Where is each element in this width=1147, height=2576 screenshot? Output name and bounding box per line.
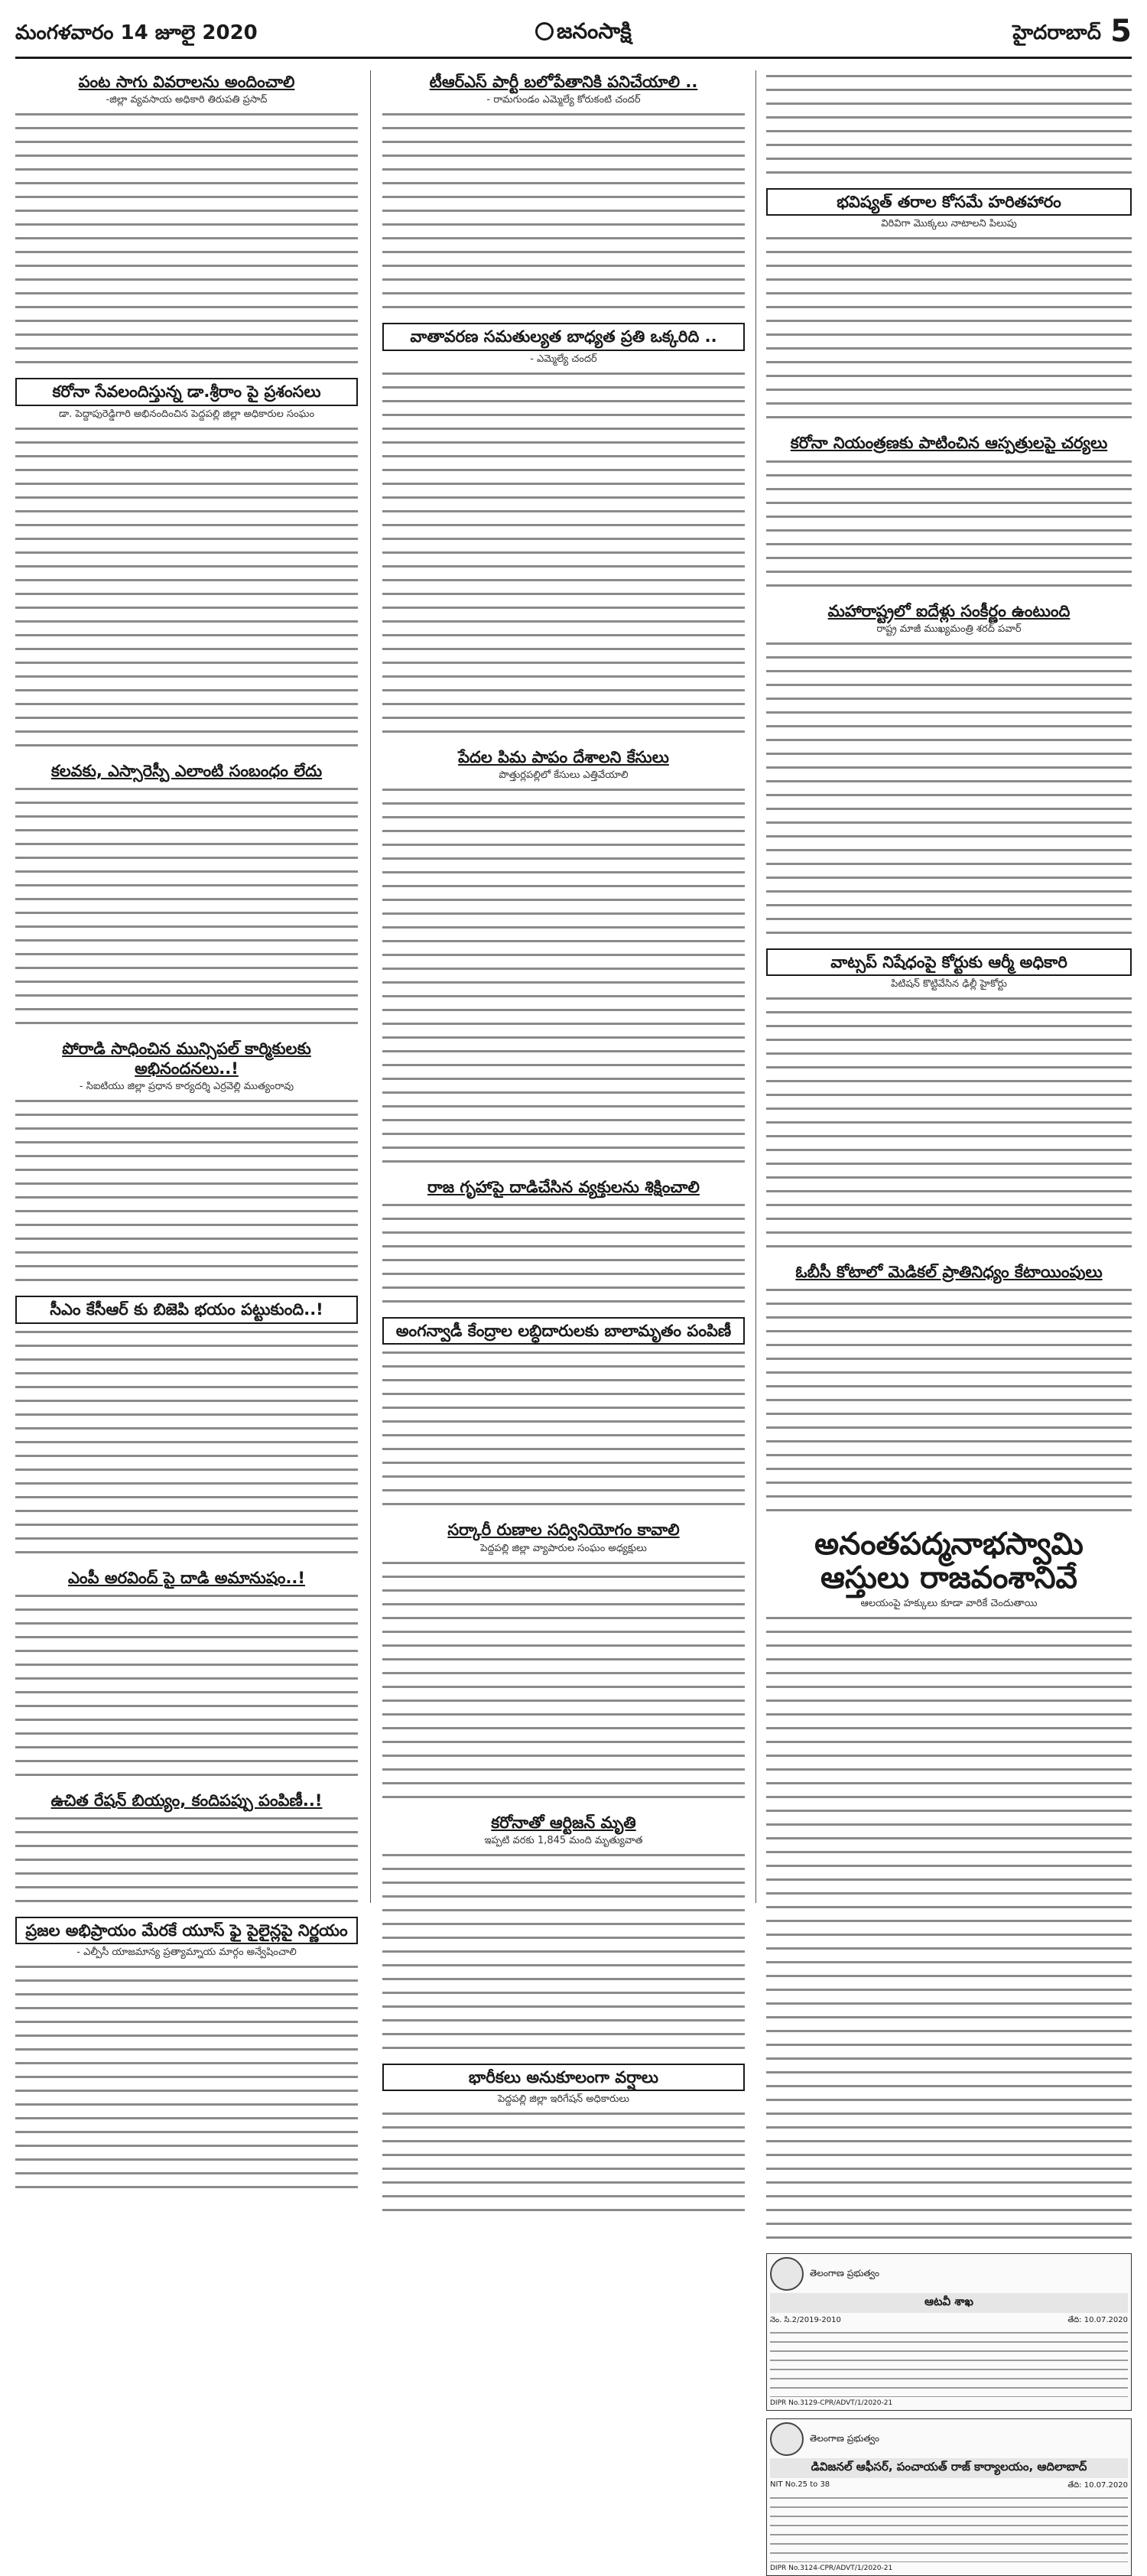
article-headline: వాతావరణ సమతుల్యత బాధ్యత ప్రతి ఒక్కరిది ..	[382, 323, 745, 350]
article-body	[766, 233, 1132, 425]
column-divider	[755, 70, 756, 1903]
article-byline: రాష్ట్ర మాజీ ముఖ్యమంత్రి శరద్ పవార్	[876, 623, 1022, 635]
article-byline: డా. పెద్దాపురెడ్డిగారి అభినందించిన పెద్దపల్లి జిల్లా అధికారుల సంఘం	[58, 408, 315, 420]
news-article	[382, 1811, 745, 2056]
news-article	[382, 1176, 745, 1309]
article-body	[15, 783, 358, 1031]
article-byline: ఆలయంపై హక్కులు కూడా వారికే చెందుతాయి	[860, 1598, 1038, 1610]
gov-emblem-icon	[770, 2422, 804, 2456]
ad-title: ఆటవీ శాఖ	[770, 2293, 1128, 2313]
ad-org: తెలంగాణ ప్రభుత్వం	[810, 2432, 879, 2444]
news-article	[382, 746, 745, 1169]
ad-org: తెలంగాణ ప్రభుత్వం	[810, 2267, 879, 2278]
ad-ref: NIT No.25 to 38	[770, 2480, 830, 2490]
news-article	[382, 70, 745, 315]
article-body	[766, 1612, 1132, 2246]
article-body	[15, 1590, 358, 1783]
logo-eye-icon	[535, 22, 554, 41]
column-1	[15, 70, 358, 1959]
article-byline: - ఎల్పీసీ యాజమాన్య ప్రత్యామ్నాయ మార్గం అన్వేషించాలి	[76, 1947, 297, 1959]
article-headline: పంట సాగు వివరాలను అందించాలి	[78, 73, 295, 91]
gov-notice-ad	[766, 2253, 1132, 2411]
article-byline: - రామగుండం ఎమ్మెల్యే కోరుకంటి చందర్	[486, 94, 641, 106]
ad-title: డివిజనల్ ఆఫీసర్, పంచాయత్ రాజ్ కార్యాలయం, ఆదిలాబాద్	[770, 2458, 1128, 2478]
article-headline: వాట్సప్ నిషేధంపై కోర్టుకు ఆర్మీ అధికారి	[766, 948, 1132, 976]
article-headline: సీఎం కేసీఆర్ కు బిజెపి భయం పట్టుకుంది..!	[15, 1296, 358, 1323]
ad-ref: నెం. సి.2/2019-2010	[770, 2316, 841, 2325]
article-headline: అంగన్వాడీ కేంద్రాల లబ్ధిదారులకు బాలామృతం పంపిణీ	[382, 1317, 745, 1345]
article-headline: ప్రజల అభిప్రాయం మేరకే యూస్ ఫై పైలైన్లపై నిర్ణయం	[15, 1917, 358, 1944]
article-headline: సర్కారీ రుణాల సద్వినియోగం కావాలి	[447, 1521, 680, 1540]
article-headline: ఎంపీ అరవింద్ పై దాడి అమానుషం..!	[68, 1568, 305, 1587]
article-body	[382, 368, 745, 740]
ad-body	[770, 2328, 1128, 2397]
article-headline: కలవకు, ఎస్సారెస్పీ ఎలాంటి సంబంధం లేదు	[50, 761, 323, 780]
article-body	[382, 1557, 745, 1805]
article-body	[15, 1813, 358, 1909]
article-headline: పేదల పిమ పాపం దేశాలని కేసులు	[458, 747, 669, 766]
news-article	[15, 759, 358, 1031]
article-headline: కరోనా సేవలందిస్తున్న డా.శ్రీరాం పై ప్రశంసలు	[15, 378, 358, 405]
article-headline: కరోనాతో ఆర్టిజన్ మృతి	[491, 1813, 636, 1832]
article-body	[382, 1199, 745, 1309]
article-headline: కరోనా నియంత్రణకు పాటించిన ఆస్పత్రులపై చర్యలు	[790, 434, 1108, 453]
article-body	[766, 638, 1132, 941]
article-byline: పొత్తుర్లపల్లిలో కేసులు ఎత్తివేయాలి	[499, 769, 629, 781]
article-headline: టీఆర్ఎస్ పార్టీ బలోపేతానికి పనిచేయాలి ..	[429, 73, 698, 91]
news-article	[766, 947, 1132, 1254]
news-article	[15, 1915, 358, 2195]
article-body	[15, 1095, 358, 1288]
article-body	[15, 1961, 358, 2195]
gov-notice-ad	[766, 2418, 1132, 2576]
column-3	[766, 70, 1132, 2573]
article-byline: పెద్దపల్లి జిల్లా వ్యాపారుల సంఘం అధ్యక్షులు	[480, 1542, 647, 1554]
news-article	[15, 376, 358, 753]
article-byline: - సిఐటియు జిల్లా ప్రధాన కార్యదర్శి ఎర్రవెల్లి ముత్యంరావు	[79, 1081, 294, 1093]
article-body	[766, 993, 1132, 1254]
news-article	[766, 187, 1132, 425]
article-headline: ఓబీసీ కోటాలో మెడికల్ ప్రాతినిధ్యం కేటాయింపులు	[795, 1263, 1103, 1281]
news-article	[766, 1524, 1132, 2246]
edition-city: హైదరాబాద్	[1012, 21, 1101, 44]
article-headline: భవిష్యత్ తరాల కోసమే హరితహారం	[766, 188, 1132, 216]
news-article	[766, 600, 1132, 941]
article-byline: విరివిగా మొక్కలు నాటాలని పిలుపు	[881, 218, 1017, 230]
article-byline: ఇప్పటి వరకు 1,845 మంది మృత్యువాత	[484, 1834, 643, 1846]
article-headline: పోరాడి సాధించిన మున్సిపల్ కార్మికులకు అభినందనలు..!	[62, 1039, 311, 1078]
masthead	[15, 11, 1132, 59]
article-headline: మహారాష్ట్రలో ఐదేళ్లు సంకీర్ణం ఉంటుంది	[827, 601, 1071, 620]
issue-date: మంగళవారం 14 జూలై 2020	[15, 21, 258, 44]
article-body	[382, 1849, 745, 2056]
gov-emblem-icon	[770, 2257, 804, 2291]
article-body	[382, 784, 745, 1169]
article-body	[15, 1326, 358, 1560]
column-divider	[370, 70, 371, 1903]
article-headline: భారీకలు అనుకూలంగా వర్షాలు	[382, 2064, 745, 2091]
paper-name: జనంసాక్షి	[557, 18, 632, 44]
article-byline: పిటిషన్ కొట్టివేసిన ఢిల్లీ హైకోర్టు	[891, 978, 1007, 990]
news-article	[15, 1037, 358, 1289]
article-byline: - ఎమ్మెల్యే చందర్	[530, 353, 597, 365]
article-body	[382, 2108, 745, 2218]
article-body	[766, 456, 1132, 594]
ad-date: తేది: 10.07.2020	[1067, 2481, 1128, 2490]
article-body	[382, 109, 745, 315]
news-article	[15, 1566, 358, 1783]
news-article	[382, 2062, 745, 2218]
column-3-articles	[766, 70, 1132, 2246]
news-article	[766, 70, 1132, 181]
column-2	[382, 70, 745, 2105]
news-article	[382, 321, 745, 739]
news-article	[766, 431, 1132, 593]
article-body	[766, 1284, 1132, 1518]
news-article	[15, 1789, 358, 1909]
article-body	[15, 423, 358, 753]
ad-dipr: DIPR No.3129-CPR/ADVT/1/2020-21	[770, 2399, 893, 2408]
news-article	[15, 1294, 358, 1560]
article-headline: రాజ గృహాపై దాడిచేసిన వ్యక్తులను శిక్షించాలి	[427, 1177, 700, 1196]
news-article	[766, 1260, 1132, 1518]
article-headline: ఉచిత రేషన్ బియ్యం, కందిపప్పు పంపిణీ..!	[50, 1791, 323, 1810]
news-article	[382, 1518, 745, 1804]
page-number: 5	[1110, 14, 1132, 49]
news-article	[15, 70, 358, 370]
news-article	[382, 1316, 745, 1512]
article-body	[766, 70, 1132, 181]
paper-logo	[535, 18, 632, 49]
article-headline: అనంతపద్మనాభస్వామి ఆస్తులు రాజవంశానివే	[814, 1527, 1084, 1596]
article-body	[382, 1347, 745, 1512]
ad-date: తేది: 10.07.2020	[1067, 2316, 1128, 2325]
ad-body	[770, 2493, 1128, 2562]
ad-dipr: DIPR No.3124-CPR/ADVT/1/2020-21	[770, 2565, 893, 2573]
article-byline: -జిల్లా వ్యవసాయ అధికారి తిరుపతి ప్రసాద్	[106, 94, 268, 106]
article-body	[15, 109, 358, 370]
article-byline: పెద్దపల్లి జిల్లా ఇరిగేషన్ అధికారులు	[497, 2093, 630, 2105]
